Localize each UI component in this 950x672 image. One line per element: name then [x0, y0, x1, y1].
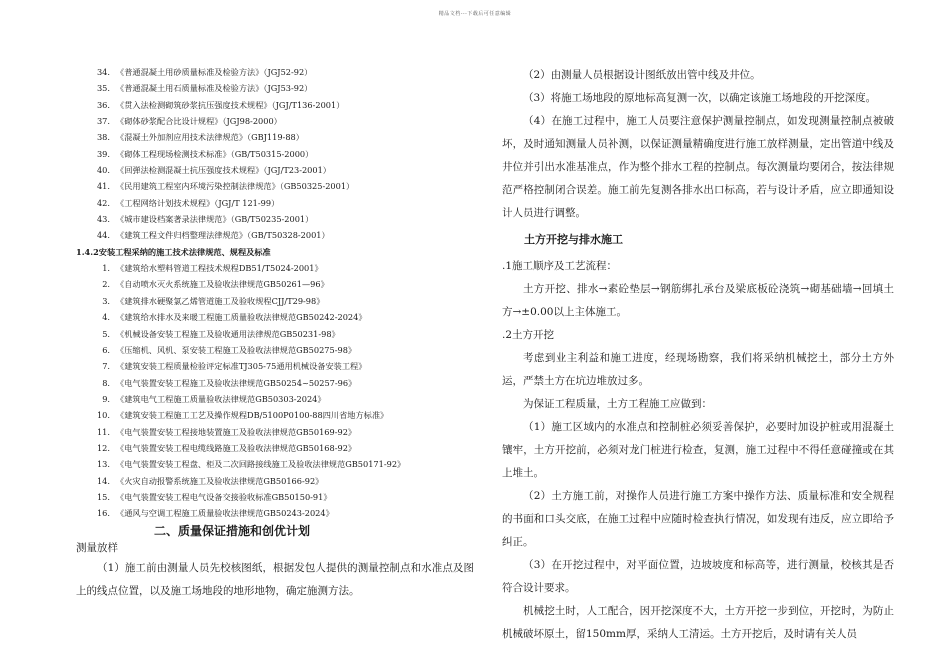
list-item: 1. 《建筑给水塑料管道工程技术规程DB51/T5024-2001》 — [102, 263, 323, 274]
standards-list-a — [76, 64, 474, 244]
list-item: 2. 《自动喷水灭火系统施工及验收法律规范GB50261—96》 — [102, 279, 329, 290]
list-item: 13. 《电气装置安装工程盘、柜及二次回路接线施工及验收法律规范GB50171-92》 — [96, 459, 406, 470]
section-subheading: .1施工顺序及工艺流程： — [502, 260, 618, 272]
list-item: 14. 《火灾自动报警系统施工及验收法律规范GB50166-92》 — [96, 475, 324, 486]
paragraph: （3）将施工场地段的原地标高复测一次，以确定该施工场地段的开挖深度。 — [523, 92, 877, 104]
list-item: 41. 《民用建筑工程室内环境污染控制法律规范》（GB50325-2001） — [96, 181, 355, 192]
list-item: 12. 《电气装置安装工程电缆线路施工及验收法律规范GB50168-92》 — [96, 442, 357, 453]
list-item: 16. 《通风与空调工程施工质量验收法律规范GB50243-2024》 — [96, 508, 334, 519]
paragraph: 土方开挖、排水→素砼垫层→钢筋绑扎承台及梁底板砼浇筑→砌基础墙→回填土方→±0.00以上主体施工。 — [502, 283, 894, 318]
list-item: 8. 《电气装置安装工程施工及验收法律规范GB50254~50257-96》 — [102, 377, 357, 388]
paragraph: （2）土方施工前，对操作人员进行施工方案中操作方法、质量标准和安全规程的书面和口头交底，在施工过程中应随时检查执行情况，如发现有违反，应立即给予纠正。 — [502, 490, 894, 548]
paragraph: （1）施工前由测量人员先校核图纸，根据发包人提供的测量控制点和水准点及图上的线点位置，以及施工场地段的地形地物，确定施测方法。 — [76, 561, 474, 597]
list-item: 36. 《贯入法检测砌筑砂浆抗压强度技术规程》（JGJ/T136-2001） — [96, 99, 345, 110]
paragraph: （1）施工区域内的水准点和控制桩必须妥善保护，必要时加设护桩或用混凝土镶牢，土方开挖前，必须对龙门桩进行检查，复测，施工过程中不得任意碰撞或在其上堆土。 — [502, 421, 894, 479]
list-item: 3. 《建筑排水硬聚氯乙烯管道施工及验收规程CJJ/T29-98》 — [102, 295, 325, 306]
header-note: 精品文档---下载后可任意编辑 — [438, 11, 512, 17]
list-item: 6. 《压缩机、风机、泵安装工程施工及验收法律规范GB50275-98》 — [102, 344, 357, 355]
subsection-heading: 1.4.2安装工程采纳的施工技术法律规范、规程及标准 — [76, 246, 271, 257]
list-item: 11. 《电气装置安装工程接地装置施工及验收法律规范GB50169-92》 — [96, 426, 357, 437]
section-title: 二、质量保证措施和创优计划 — [154, 523, 311, 538]
section-subheading: .2土方开挖 — [502, 329, 555, 341]
section-title: 土方开挖与排水施工 — [524, 233, 623, 246]
paragraph: 考虑到业主利益和施工进度，经现场勘察，我们将采纳机械挖土，部分土方外运，严禁土方在坑边堆放过多。 — [502, 352, 894, 387]
list-item: 5. 《机械设备安装工程施工及验收通用法律规范GB50231-98》 — [102, 328, 340, 339]
list-item: 37. 《砌体砂浆配合比设计规程》（JGJ98-2000） — [96, 116, 282, 127]
list-item: 42. 《工程网络计划技术规程》（JGJ/T 121-99） — [96, 197, 280, 208]
paragraph: （4）在施工过程中，施工人员要注意保护测量控制点，如发现测量控制点被破坏，及时通知测量人员补测，以保证测量精确度进行施工放样测量，定出管道中线及井位并引出水准基准点，作为整个排水工程的控制点。每次测量均要闭合，按法律规范严格控制闭合误差。施工前先复测各排水出口标高，若与设计矛盾，应立即通知设计人员进行调整。 — [502, 115, 894, 219]
right-column — [502, 64, 894, 646]
standards-list-b — [76, 260, 474, 522]
list-item: 44. 《建筑工程文件归档整理法律规范》（GB/T50328-2001） — [96, 230, 330, 241]
list-item: 9. 《建筑电气工程施工质量验收法律规范GB50303-2024》 — [102, 393, 326, 404]
list-item: 38. 《混凝土外加剂应用技术法律规范》（GBJ119-88） — [96, 132, 304, 143]
list-item: 10. 《建筑安装工程施工工艺及操作规程DB/5100P0100-88四川省地方标准》 — [96, 410, 389, 421]
left-column — [76, 64, 474, 603]
paragraph: （2）由测量人员根据设计图纸放出管中线及井位。 — [523, 69, 761, 81]
list-item: 34. 《普通混凝土用砂质量标准及检验方法》（JGJ52-92） — [96, 67, 313, 77]
list-item: 40. 《回弹法检测混凝土抗压强度技术规程》（JGJ/T23-2001） — [96, 165, 331, 176]
paragraph: 为保证工程质量，土方工程施工应做到： — [523, 398, 712, 410]
list-item: 39. 《砌体工程现场检测技术标准》（GB/T50315-2000） — [96, 148, 314, 159]
paragraph: 机械挖土时，人工配合，因开挖深度不大，土方开挖一步到位，开挖时，为防止机械破坏原土，留150mm厚，采纳人工清运。土方开挖后，及时请有关人员 — [502, 605, 894, 640]
paragraph: （3）在开挖过程中，对平面位置，边坡坡度和标高等，进行测量，校核其是否符合设计要求。 — [502, 559, 894, 594]
list-item: 43. 《城市建设档案著录法律规范》（GB/T50235-2001） — [96, 214, 314, 225]
list-item: 35. 《普通混凝土用石质量标准及检验方法》（JGJ53-92） — [96, 83, 313, 94]
list-item: 15. 《电气装置安装工程电气设备交接验收标准GB50150-91》 — [96, 491, 332, 502]
list-item: 4. 《建筑给水排水及来暖工程施工质量验收法律规范GB50242-2024》 — [102, 312, 367, 323]
section-subheading: 测量放样 — [76, 541, 118, 554]
list-item: 7. 《建筑安装工程质量检验评定标准TJ305-75通用机械设备安装工程》 — [102, 361, 367, 372]
